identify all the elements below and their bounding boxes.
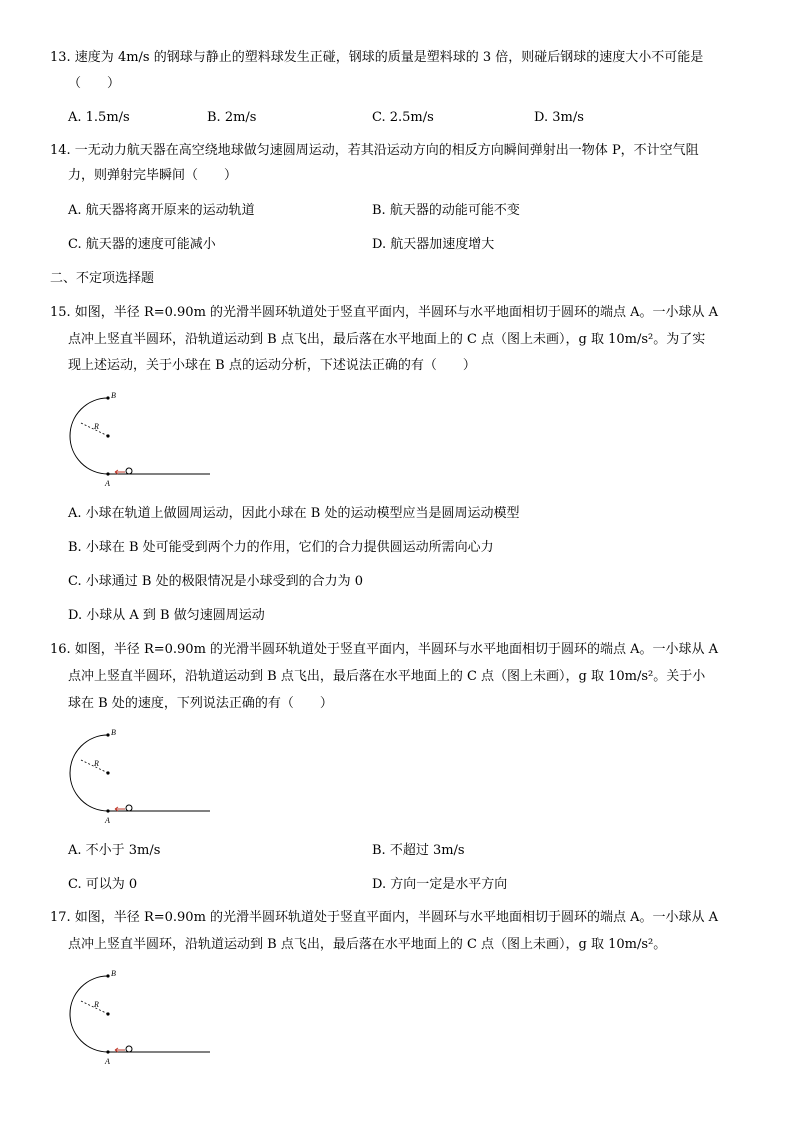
label-a: A <box>105 1057 110 1066</box>
q17-semicircle-figure <box>62 966 222 1066</box>
q13-option-d: D. 3m/s <box>534 110 584 125</box>
q14-line2: 力，则弹射完毕瞬间（ ） <box>68 168 238 183</box>
q17-line1: 17. 如图，半径 R=0.90m 的光滑半圆环轨道处于竖直平面内，半圆环与水平地面相切于圆环的端点 A。一小球从 A <box>50 910 719 925</box>
q16-line2: 点冲上竖直半圆环，沿轨道运动到 B 点飞出，最后落在水平地面上的 C 点（图上未画），g 取 10m/s²。关于小 <box>68 669 706 684</box>
q16-option-a: A. 不小于 3m/s <box>68 843 161 858</box>
label-r: R <box>94 1000 99 1009</box>
label-b: B <box>111 391 116 400</box>
q15-semicircle-figure <box>62 388 222 488</box>
q13-line2: （ ） <box>68 76 121 91</box>
q14-option-a: A. 航天器将离开原来的运动轨道 <box>68 203 255 218</box>
q14-option-b: B. 航天器的动能可能不变 <box>372 203 520 218</box>
q15-option-d: D. 小球从 A 到 B 做匀速圆周运动 <box>68 608 265 623</box>
q16-option-c: C. 可以为 0 <box>68 877 138 892</box>
q17-line2: 点冲上竖直半圆环，沿轨道运动到 B 点飞出，最后落在水平地面上的 C 点（图上未画），g 取 10m/s²。 <box>68 937 667 952</box>
q13-option-b: B. 2m/s <box>207 110 257 125</box>
q13-line1: 13. 速度为 4m/s 的钢球与静止的塑料球发生正碰，钢球的质量是塑料球的 3 倍，则碰后钢球的速度大小不可能是 <box>50 50 704 65</box>
label-r: R <box>94 759 99 768</box>
q13-option-c: C. 2.5m/s <box>372 110 434 125</box>
q16-semicircle-figure <box>62 725 222 825</box>
q16-option-b: B. 不超过 3m/s <box>372 843 465 858</box>
label-b: B <box>111 969 116 978</box>
q13-option-a: A. 1.5m/s <box>68 110 130 125</box>
section-title: 二、不定项选择题 <box>50 271 155 286</box>
q15-option-b: B. 小球在 B 处可能受到两个力的作用，它们的合力提供圆运动所需向心力 <box>68 540 494 555</box>
q15-option-c: C. 小球通过 B 处的极限情况是小球受到的合力为 0 <box>68 574 363 589</box>
q14-option-c: C. 航天器的速度可能减小 <box>68 237 216 252</box>
q16-line3: 球在 B 处的速度，下列说法正确的有（ ） <box>68 696 333 711</box>
label-r: R <box>94 422 99 431</box>
q16-line1: 16. 如图，半径 R=0.90m 的光滑半圆环轨道处于竖直平面内，半圆环与水平地面相切于圆环的端点 A。一小球从 A <box>50 642 719 657</box>
q15-line3: 现上述运动，关于小球在 B 点的运动分析，下述说法正确的有（ ） <box>68 358 476 373</box>
q15-line2: 点冲上竖直半圆环，沿轨道运动到 B 点飞出，最后落在水平地面上的 C 点（图上未画），g 取 10m/s²。为了实 <box>68 332 706 347</box>
label-a: A <box>105 816 110 825</box>
q16-option-d: D. 方向一定是水平方向 <box>372 877 508 892</box>
q15-line1: 15. 如图，半径 R=0.90m 的光滑半圆环轨道处于竖直平面内，半圆环与水平地面相切于圆环的端点 A。一小球从 A <box>50 305 719 320</box>
label-a: A <box>105 479 110 488</box>
q14-option-d: D. 航天器加速度增大 <box>372 237 495 252</box>
q15-option-a: A. 小球在轨道上做圆周运动，因此小球在 B 处的运动模型应当是圆周运动模型 <box>68 506 520 521</box>
q14-line1: 14. 一无动力航天器在高空绕地球做匀速圆周运动，若其沿运动方向的相反方向瞬间弹射出一物体 P，不计空气阻 <box>50 143 699 158</box>
label-b: B <box>111 728 116 737</box>
